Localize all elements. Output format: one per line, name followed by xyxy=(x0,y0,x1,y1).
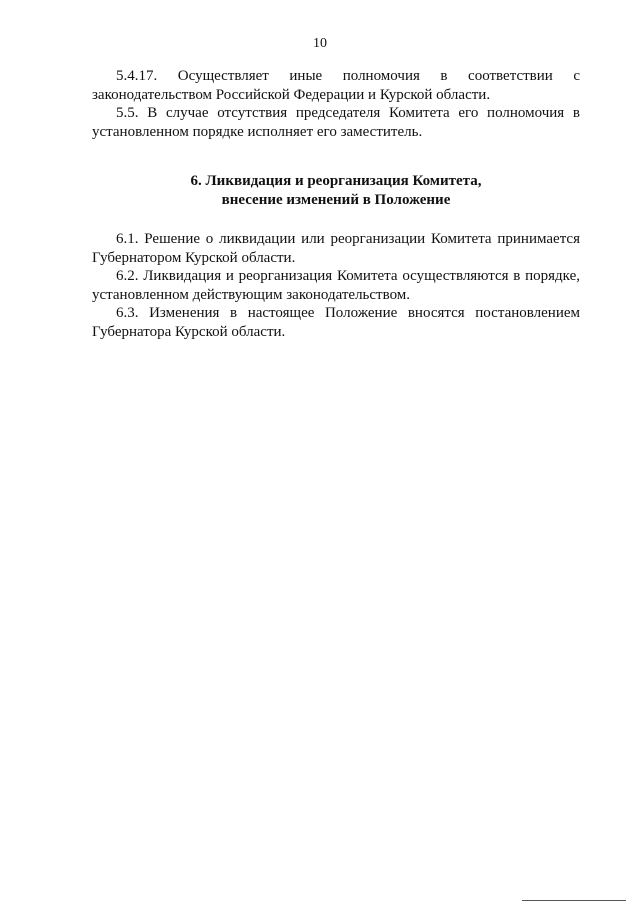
paragraph-5-4-17-text: 5.4.17. Осуществляет иные полномочия в соответствии с законодательством Российской Федерации и Курской области. xyxy=(92,68,580,103)
paragraph-6-3-text: 6.3. Изменения в настоящее Положение вносятся постановлением Губернатора Курской области. xyxy=(92,305,580,340)
paragraph-6-3 xyxy=(92,304,580,341)
page-number: 10 xyxy=(313,36,327,51)
section-6-body xyxy=(92,230,580,341)
section-5-tail xyxy=(92,67,580,141)
section-6-heading-line-1: 6. Ликвидация и реорганизация Комитета, xyxy=(190,173,482,189)
paragraph-5-5 xyxy=(92,104,580,141)
paragraph-6-1-text: 6.1. Решение о ликвидации или реорганизации Комитета принимается Губернатором Курской области. xyxy=(92,231,580,266)
paragraph-5-4-17 xyxy=(92,67,580,104)
section-6-heading xyxy=(92,172,580,209)
paragraph-6-2-text: 6.2. Ликвидация и реорганизация Комитета осуществляются в порядке, установленном действующим законодательством. xyxy=(92,268,580,303)
footer-rule xyxy=(522,900,626,901)
paragraph-6-1 xyxy=(92,230,580,267)
paragraph-5-5-text: 5.5. В случае отсутствия председателя Комитета его полномочия в установленном порядке исполняет его заместитель. xyxy=(92,105,580,140)
section-6-heading-line-2: внесение изменений в Положение xyxy=(221,191,451,208)
paragraph-6-2 xyxy=(92,267,580,304)
